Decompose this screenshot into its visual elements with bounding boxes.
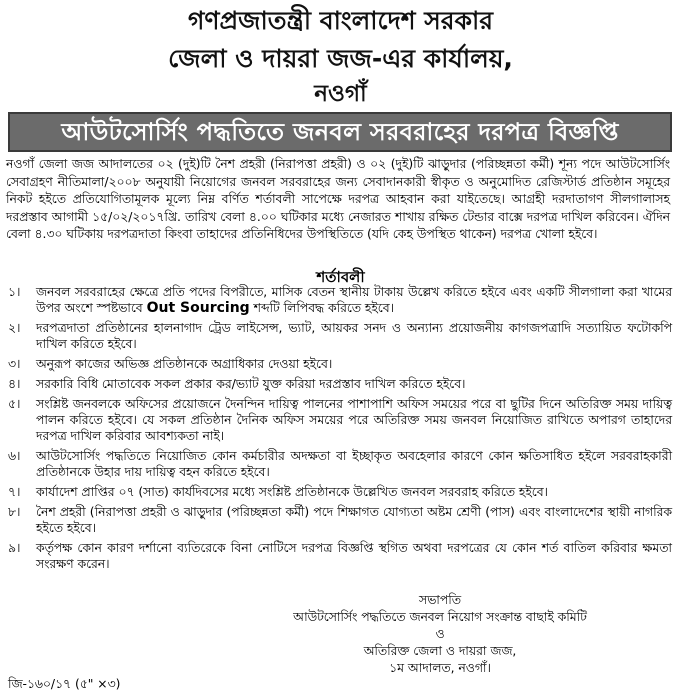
- term-highlight: Out Sourcing: [146, 300, 250, 316]
- term-text-part: জনবল সরবরাহের ক্ষেত্রে প্রতি পদের বিপরীতে, মাসিক বেতন স্থানীয় টাকায় উল্লেখ করিতে হইবে এবং একটি সীলগালা করা খামের উপর অংশে স্পষ্টভাবে: [36, 285, 672, 315]
- terms-list: [8, 284, 672, 576]
- term-text-after: শব্দটি লিপিবদ্ধ করিতে হইবে।: [253, 301, 394, 315]
- term-text: কার্যাদেশ প্রাপ্তির ০৭ (সাত) কার্যদিবসের মধ্যে সংশ্লিষ্ট প্রতিষ্ঠানকে উল্লেখিত জনবল সরবরাহ করিতে হইবে।: [36, 485, 548, 499]
- term-item: [8, 356, 672, 372]
- term-number: ৮।: [8, 505, 21, 519]
- term-text: কর্তৃপক্ষ কোন কারণ দর্শানো ব্যতিরেকে বিনা নোটিসে দরপত্র বিজ্ঞপ্তি স্থগিত অথবা দরপত্রের যে কোন শর্ত বাতিল করিবার ক্ষমতা সংরক্ষণ করেন।: [36, 541, 672, 571]
- term-text: অনুরূপ কাজের অভিজ্ঞ প্রতিষ্ঠানকে অগ্রাধিকার দেওয়া হইবে।: [36, 357, 333, 371]
- terms-heading: শর্তাবলী: [316, 268, 365, 286]
- term-text: সংশ্লিষ্ট জনবলকে অফিসের প্রয়োজনে দৈনন্দিন দায়িত্ব পালনের পাশাপাশি অফিস সময়ের পরে বা ছুটির দিনে অতিরিক্ত সময় দায়িত্ব পালন করিতে হইবে। যে সকল প্রতিষ্ঠান দৈনিক অফিস সময়ের পরে অতিরিক্ত সময় জনবল নিয়োজিত রাখিতে অপারগ তাহাদের দরপত্র দাখিল করিবার আবশ্যকতা নাই।: [36, 397, 672, 443]
- memo-number: জি-১৬০/১৭ (৫" ×৩): [8, 677, 121, 691]
- term-number: ৬।: [8, 449, 21, 463]
- term-number: ১।: [8, 285, 21, 299]
- signature-title: সভাপতি: [419, 593, 461, 607]
- term-text: [36, 284, 672, 316]
- term-item: [8, 504, 672, 536]
- signature-committee: আউটসোর্সিং পদ্ধতিতে জনবল নিয়োগ সংক্রান্ত বাছাই কমিটি: [293, 610, 587, 624]
- term-item: [8, 320, 672, 352]
- term-item: [8, 484, 672, 500]
- term-number: ৭।: [8, 485, 21, 499]
- term-item: [8, 448, 672, 480]
- term-number: ৫।: [8, 397, 21, 411]
- term-text: দরপত্রদাতা প্রতিষ্ঠানের হালনাগাদ ট্রেড লাইসেন্স, ভ্যাট, আয়কর সনদ ও অন্যান্য প্রয়োজনীয় কাগজপত্রাদি সত্যায়িত ফটোকপি দাখিল করিতে হইবে।: [36, 321, 672, 351]
- office-location: নওগাঁ: [314, 81, 367, 107]
- term-item: [8, 396, 672, 444]
- term-text: সরকারি বিধি মোতাবেক সকল প্রকার কর/ভ্যাট যুক্ত করিয়া দরপ্রস্তাব দাখিল করিতে হইবে।: [36, 377, 466, 391]
- term-text: আউটসোর্সিং পদ্ধতিতে নিয়োজিত কোন কর্মচারীর অদক্ষতা বা ইচ্ছাকৃত অবহেলার কারণে কোন ক্ষতিসাধিত হইলে সরবরাহকারী প্রতিষ্ঠানকে উহার দায় দায়িত্ব বহন করিতে হইবে।: [36, 449, 672, 479]
- government-title: গণপ্রজাতন্ত্রী বাংলাদেশ সরকার: [188, 6, 493, 35]
- term-number: ২।: [8, 321, 21, 335]
- notice-banner: আউটসোর্সিং পদ্ধতিতে জনবল সরবরাহের দরপত্র বিজ্ঞপ্তি: [8, 112, 672, 152]
- term-item: [8, 376, 672, 392]
- intro-paragraph: নওগাঁ জেলা জজ আদালতের ০২ (দুই)টি নৈশ প্রহরী (নিরাপত্তা প্রহরী) ও ০২ (দুই)টি ঝাড়ুদার (পরিচ্ছন্নতা কর্মী) শূন্য পদে আউটসোর্সিং সেবাগ্রহণ নীতিমালা/২০০৮ অনুযায়ী নিয়োগের জনবল সরবরাহের জন্য সেবাদানকারী স্বীকৃত ও অনুমোদিত রেজিস্টার্ড প্রতিষ্ঠান সমূহের নিকট হইতে প্রতিযোগিতামূলক মূল্যে নিম্ন বর্ণিত শর্তাবলী সাপেক্ষে দরপত্র আহবান করা যাইতেছে। আগ্রহী দরদাতাগণ সীলগালাসহ দরপ্রস্তাব আগামী ১৫/০২/২০১৭খ্রি. তারিখ বেলা ৪.০০ ঘটিকার মধ্যে নেজারত শাখায় রক্ষিত টেন্ডার বাক্সে দরপত্র দাখিল করিবেন। ঐদিন বেলা ৪.৩০ ঘটিকায় দরপত্রদাতা কিংবা তাহাদের প্রতিনিধিদের উপস্থিতিতে (যদি কেহ উপস্থিত থাকেন) দরপত্র খোলা হইবে।: [6, 157, 670, 242]
- term-item: [8, 284, 672, 316]
- term-number: ৯।: [8, 541, 21, 555]
- term-item: [8, 540, 672, 572]
- signature-court: ১ম আদালত, নওগাঁ।: [389, 661, 491, 675]
- signature-designation: অতিরিক্ত জেলা ও দায়রা জজ,: [363, 644, 517, 658]
- signature-conjunction: ও: [435, 627, 445, 641]
- term-text: নৈশ প্রহরী (নিরাপত্তা প্রহরী ও ঝাড়ুদার (পরিচ্ছন্নতা কর্মী) পদে শিক্ষাগত যোগ্যতা অষ্টম শ্রেণী (পাস) এবং বাংলাদেশের স্থায়ী নাগরিক হইতে হইবে।: [36, 505, 672, 535]
- term-number: ৪।: [8, 377, 21, 391]
- term-number: ৩।: [8, 357, 21, 371]
- office-title: জেলা ও দায়রা জজ-এর কার্যালয়,: [168, 44, 513, 73]
